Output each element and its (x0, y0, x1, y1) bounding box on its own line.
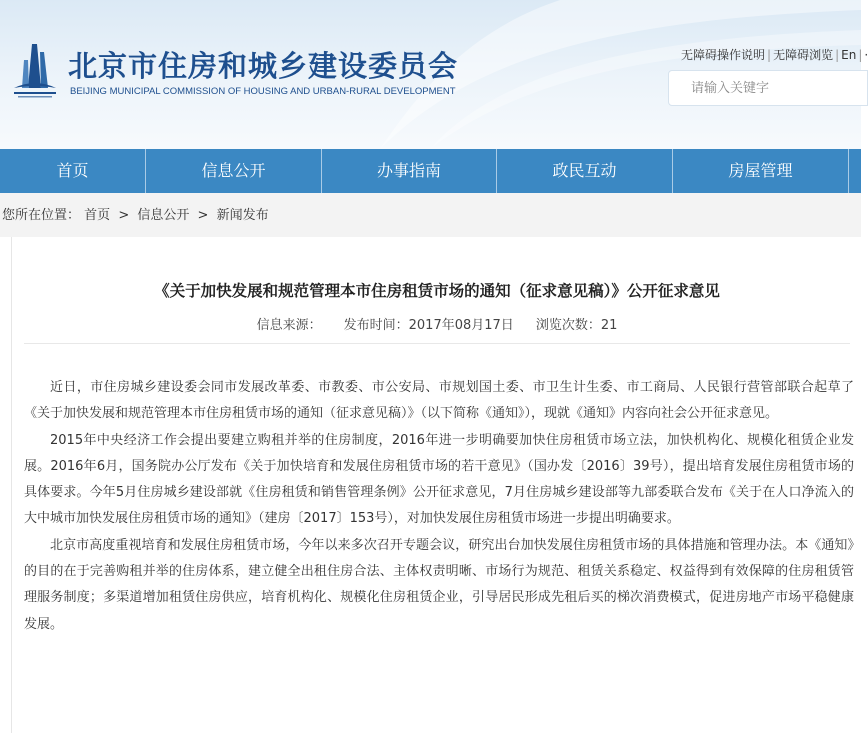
breadcrumb-separator: > (118, 208, 130, 223)
article-publish-date: 发布时间：2017年08月17日 (343, 318, 514, 333)
english-link[interactable]: En (841, 48, 857, 62)
article-source: 信息来源： (256, 318, 322, 333)
nav-item-info-disclosure[interactable]: 信息公开 (146, 149, 322, 193)
link-separator: | (767, 48, 772, 62)
article-body (24, 375, 854, 638)
nav-item-service-guide[interactable]: 办事指南 (322, 149, 497, 193)
nav-item-home[interactable]: 首页 (0, 149, 146, 193)
link-separator: | (858, 48, 863, 62)
nav-item-housing-management[interactable]: 房屋管理 (673, 149, 849, 193)
main-nav (0, 149, 861, 193)
search-input[interactable] (668, 70, 868, 106)
breadcrumb-separator: > (197, 208, 209, 223)
accessibility-guide-link[interactable]: 无障碍操作说明 (681, 48, 766, 62)
nav-item-more[interactable] (849, 149, 861, 193)
more-link[interactable]: · (864, 48, 868, 62)
site-header (0, 0, 868, 149)
article-paragraph: 北京市高度重视培育和发展住房租赁市场，今年以来多次召开专题会议，研究出台加快发展住房租赁市场的具体措施和管理办法。本《通知》的目的在于完善购租并举的住房体系，建立健全出租住房合法、主体权责明晰、市场行为规范、租赁关系稳定、权益得到有效保障的住房租赁管理服务制度；多渠道增加租赁住房供应，培育机构化、规模化住房租赁企业，引导居民形成先租后买的梯次消费模式，促进房地产市场平稳健康发展。 (24, 537, 854, 632)
breadcrumb-home[interactable]: 首页 (84, 208, 111, 223)
article-panel (11, 237, 861, 733)
breadcrumb-news[interactable]: 新闻发布 (216, 208, 269, 223)
accessibility-browse-link[interactable]: 无障碍浏览 (773, 48, 834, 62)
breadcrumb-prefix: 您所在位置： (2, 208, 81, 223)
article-meta (12, 314, 862, 333)
breadcrumb-info-disclosure[interactable]: 信息公开 (137, 208, 190, 223)
title-divider (24, 343, 850, 344)
nav-item-public-interaction[interactable]: 政民互动 (497, 149, 673, 193)
article-view-count: 浏览次数：21 (535, 318, 618, 333)
top-links (681, 46, 868, 64)
article-title: 《关于加快发展和规范管理本市住房租赁市场的通知（征求意见稿）》公开征求意见 (154, 282, 720, 300)
breadcrumb (0, 193, 861, 237)
city-building-logo-icon (10, 40, 60, 102)
site-title: 北京市住房和城乡建设委员会 (68, 49, 459, 83)
article-paragraph: 2015年中央经济工作会提出要建立购租并举的住房制度，2016年进一步明确要加快住房租赁市场立法，加快机构化、规模化租赁企业发展。2016年6月，国务院办公厅发布《关于加快培育和发展住房租赁市场的若干意见》（国办发〔2016〕39号），提出培育发展住房租赁市场的具体要求。今年5月住房城乡建设部就《住房租赁和销售管理条例》公开征求意见，7月住房城乡建设部等九部委联合发布《关于在人口净流入的大中城市加快发展住房租赁市场的通知》（建房〔2017〕153号），对加快发展住房租赁市场进一步提出明确要求。 (24, 432, 854, 527)
link-separator: | (835, 48, 840, 62)
article-paragraph: 近日，市住房城乡建设委会同市发展改革委、市教委、市公安局、市规划国土委、市卫生计生委、市工商局、人民银行营管部联合起草了《关于加快发展和规范管理本市住房租赁市场的通知（征求意见稿）》（以下简称《通知》），现就《通知》内容向社会公开征求意见。 (24, 380, 854, 422)
site-subtitle: BEIJING MUNICIPAL COMMISSION OF HOUSING AND URBAN-RURAL DEVELOPMENT (70, 86, 456, 97)
